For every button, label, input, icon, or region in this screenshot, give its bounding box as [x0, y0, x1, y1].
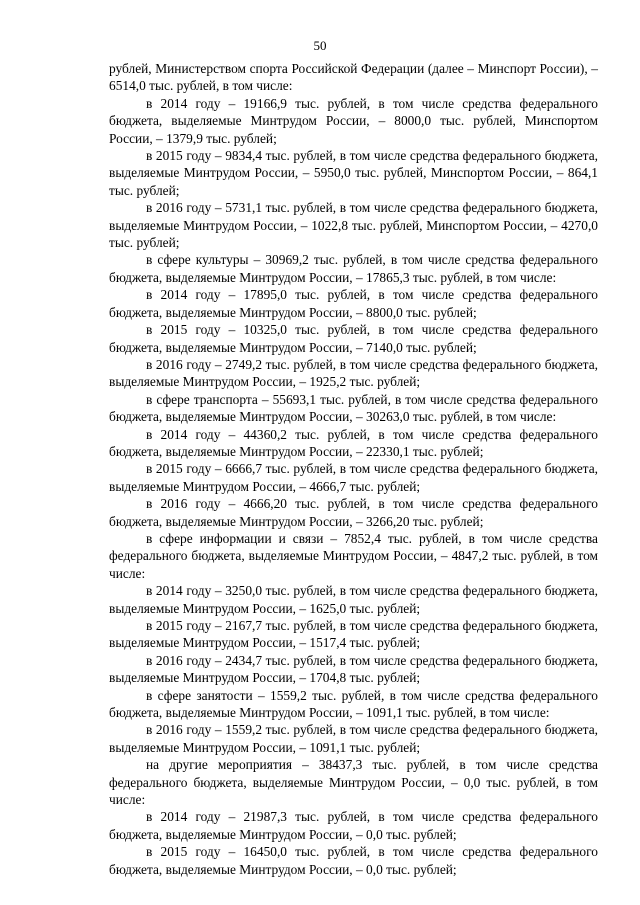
paragraph: в 2015 году – 2167,7 тыс. рублей, в том числе средства федерального бюджета, выделяемые Минтрудом России, – 1517,4 тыс. рублей; — [109, 618, 598, 651]
paragraph: на другие мероприятия – 38437,3 тыс. рублей, в том числе средства федерального бюджета, выделяемые Минтрудом России, – 0,0 тыс. рублей, в том числе: — [109, 757, 598, 808]
page-number: 50 — [313, 38, 327, 53]
paragraph: в сфере информации и связи – 7852,4 тыс. рублей, в том числе средства федерального бюджета, выделяемые Минтрудом России, – 4847,2 тыс. рублей, в том числе: — [109, 530, 598, 581]
paragraph: в 2015 году – 6666,7 тыс. рублей, в том числе средства федерального бюджета, выделяемые Минтрудом России, – 4666,7 тыс. рублей; — [109, 461, 598, 494]
paragraph: рублей, Министерством спорта Российской Федерации (далее – Минспорт России), – 6514,0 тыс. рублей, в том числе: — [109, 61, 598, 94]
paragraph: в 2014 году – 21987,3 тыс. рублей, в том числе средства федерального бюджета, выделяемые Минтрудом России, – 0,0 тыс. рублей; — [109, 809, 598, 842]
paragraph: в 2016 году – 5731,1 тыс. рублей, в том числе средства федерального бюджета, выделяемые Минтрудом России, – 1022,8 тыс. рублей, Минспортом России, – 4270,0 тыс. рублей; — [109, 200, 598, 251]
body-text — [109, 60, 598, 878]
paragraph: в 2014 году – 19166,9 тыс. рублей, в том числе средства федерального бюджета, выделяемые Минтрудом России, – 8000,0 тыс. рублей, Минспортом России, – 1379,9 тыс. рублей; — [109, 95, 598, 146]
paragraph: в 2016 году – 4666,20 тыс. рублей, в том числе средства федерального бюджета, выделяемые Минтрудом России, – 3266,20 тыс. рублей; — [109, 496, 598, 529]
paragraph: в 2016 году – 1559,2 тыс. рублей, в том числе средства федерального бюджета, выделяемые Минтрудом России, – 1091,1 тыс. рублей; — [109, 722, 598, 755]
paragraph: в 2014 году – 3250,0 тыс. рублей, в том числе средства федерального бюджета, выделяемые Минтрудом России, – 1625,0 тыс. рублей; — [109, 583, 598, 616]
paragraph: в сфере транспорта – 55693,1 тыс. рублей, в том числе средства федерального бюджета, выделяемые Минтрудом России, – 30263,0 тыс. рублей, в том числе: — [109, 391, 598, 425]
paragraph: в 2015 году – 9834,4 тыс. рублей, в том числе средства федерального бюджета, выделяемые Минтрудом России, – 5950,0 тыс. рублей, Минспортом России, – 864,1 тыс. рублей; — [109, 148, 598, 198]
paragraph: в 2016 году – 2749,2 тыс. рублей, в том числе средства федерального бюджета, выделяемые Минтрудом России, – 1925,2 тыс. рублей; — [109, 356, 598, 390]
paragraph: в сфере культуры – 30969,2 тыс. рублей, в том числе средства федерального бюджета, выделяемые Минтрудом России, – 17865,3 тыс. рублей, в том числе: — [109, 252, 598, 285]
paragraph: в 2015 году – 10325,0 тыс. рублей, в том числе средства федерального бюджета, выделяемые Минтрудом России, – 7140,0 тыс. рублей; — [109, 322, 598, 355]
paragraph: в 2015 году – 16450,0 тыс. рублей, в том числе средства федерального бюджета, выделяемые Минтрудом России, – 0,0 тыс. рублей; — [109, 844, 598, 877]
paragraph: в сфере занятости – 1559,2 тыс. рублей, в том числе средства федерального бюджета, выделяемые Минтрудом России, – 1091,1 тыс. рублей, в том числе: — [109, 687, 598, 721]
paragraph: в 2016 году – 2434,7 тыс. рублей, в том числе средства федерального бюджета, выделяемые Минтрудом России, – 1704,8 тыс. рублей; — [109, 652, 598, 686]
paragraph: в 2014 году – 44360,2 тыс. рублей, в том числе средства федерального бюджета, выделяемые Минтрудом России, – 22330,1 тыс. рублей; — [109, 426, 598, 459]
paragraph: в 2014 году – 17895,0 тыс. рублей, в том числе средства федерального бюджета, выделяемые Минтрудом России, – 8800,0 тыс. рублей; — [109, 287, 598, 320]
